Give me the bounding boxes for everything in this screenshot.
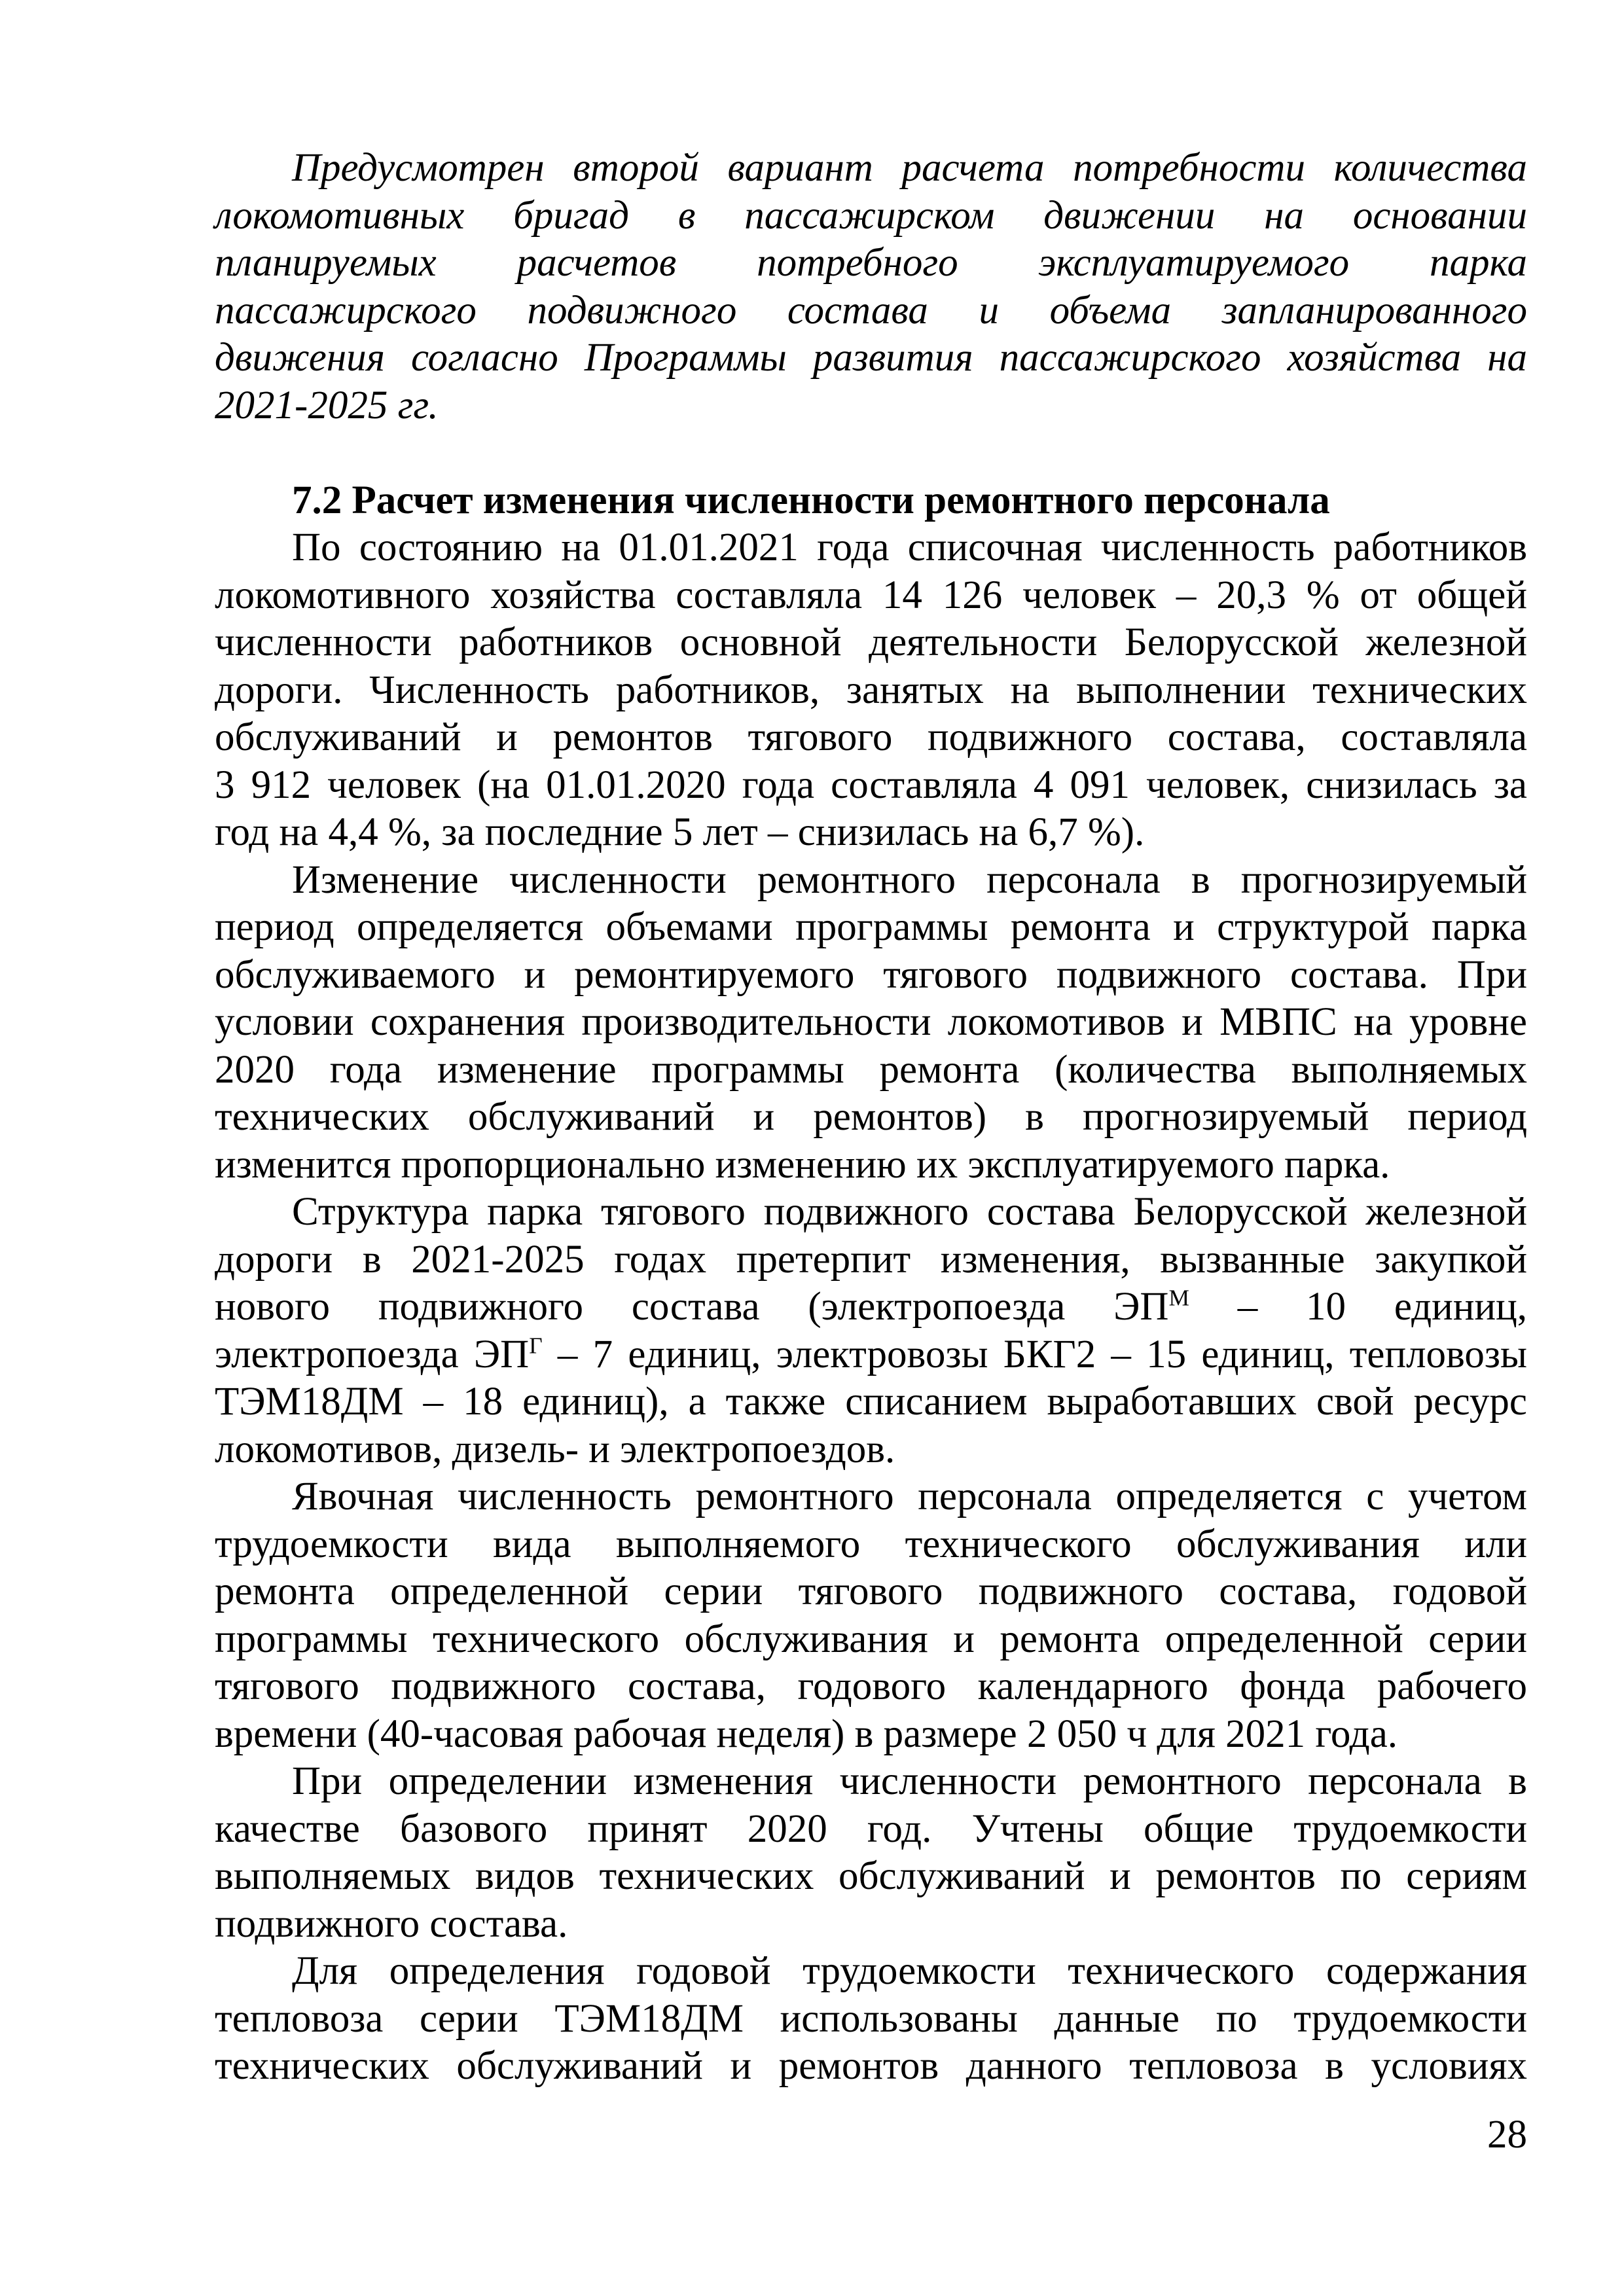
paragraph-headcount-line-1 bbox=[215, 524, 1527, 572]
text-segment: – 10 единиц, bbox=[1189, 1285, 1528, 1329]
paragraph-headcount-line-5 bbox=[215, 714, 1527, 762]
intro-paragraph-line-2 bbox=[215, 192, 1527, 240]
text-segment: изменится пропорционально изменению их эксплуатируемого парка. bbox=[215, 1142, 1390, 1187]
paragraph-change-forecast-line-6 bbox=[215, 1094, 1527, 1141]
paragraph-base-year-line-1 bbox=[215, 1758, 1527, 1806]
paragraph-base-year-line-3 bbox=[215, 1853, 1527, 1901]
text-segment: тягового подвижного состава, годового календарного фонда рабочего bbox=[215, 1664, 1527, 1708]
paragraph-fleet-structure-line-4 bbox=[215, 1331, 1527, 1379]
text-segment: трудоемкости вида выполняемого технического обслуживания или bbox=[215, 1522, 1527, 1566]
text-segment: электропоезда ЭП bbox=[215, 1332, 530, 1376]
intro-paragraph-line-6 bbox=[215, 382, 1527, 430]
paragraph-base-year-line-4 bbox=[215, 1901, 1527, 1948]
paragraph-attendance-number-line-2 bbox=[215, 1521, 1527, 1569]
paragraph-fleet-structure-line-3 bbox=[215, 1283, 1527, 1331]
paragraph-attendance-number-line-3 bbox=[215, 1568, 1527, 1616]
text-segment: движения согласно Программы развития пассажирского хозяйства на bbox=[215, 336, 1527, 380]
text-segment: условии сохранения производительности локомотивов и МВПС на уровне bbox=[215, 1000, 1527, 1044]
text-segment: Изменение численности ремонтного персонала в прогнозируемый bbox=[292, 857, 1527, 902]
paragraph-fleet-structure-line-5 bbox=[215, 1378, 1527, 1426]
paragraph-attendance-number-line-4 bbox=[215, 1616, 1527, 1664]
text-segment: 3 912 человек (на 01.01.2020 года составляла 4 091 человек, снизилась за bbox=[215, 762, 1527, 807]
text-segment: качестве базового принят 2020 год. Учтены общие трудоемкости bbox=[215, 1806, 1527, 1851]
paragraph-base-year-line-2 bbox=[215, 1806, 1527, 1854]
paragraph-change-forecast-line-2 bbox=[215, 904, 1527, 952]
paragraph-headcount-line-3 bbox=[215, 619, 1527, 667]
text-segment: выполняемых видов технических обслуживаний и ремонтов по сериям bbox=[215, 1854, 1527, 1898]
text-segment: программы технического обслуживания и ремонта определенной серии bbox=[215, 1617, 1527, 1661]
superscript-text: Г bbox=[529, 1332, 543, 1359]
text-segment: Предусмотрен второй вариант расчета потребности количества bbox=[292, 146, 1527, 190]
text-segment: Структура парка тягового подвижного состава Белорусской железной bbox=[292, 1190, 1527, 1234]
text-segment: – 7 единиц, электровозы БКГ2 – 15 единиц, тепловозы bbox=[542, 1332, 1528, 1376]
text-segment: По состоянию на 01.01.2021 года списочная численность работников bbox=[292, 526, 1527, 569]
text-segment: локомотивов, дизель- и электропоездов. bbox=[215, 1427, 895, 1471]
text-segment: подвижного состава. bbox=[215, 1901, 568, 1946]
text-segment: ТЭМ18ДМ – 18 единиц), а также списанием выработавших свой ресурс bbox=[215, 1380, 1527, 1424]
intro-paragraph-line-5 bbox=[215, 334, 1527, 382]
paragraph-tem18dm-line-1 bbox=[215, 1948, 1527, 1996]
superscript-text: М bbox=[1168, 1284, 1189, 1311]
paragraph-headcount-line-6 bbox=[215, 762, 1527, 810]
intro-paragraph-line-3 bbox=[215, 240, 1527, 287]
page-number: 28 bbox=[1487, 2113, 1527, 2157]
text-segment: локомотивных бригад в пассажирском движении на основании bbox=[215, 193, 1527, 238]
text-segment: период определяется объемами программы ремонта и структурой парка bbox=[215, 905, 1527, 949]
text-segment: ремонта определенной серии тягового подвижного состава, годовой bbox=[215, 1570, 1527, 1613]
paragraph-tem18dm-line-3 bbox=[215, 2043, 1527, 2090]
paragraph-fleet-structure-line-1 bbox=[215, 1189, 1527, 1236]
paragraph-change-forecast-line-5 bbox=[215, 1047, 1527, 1094]
text-segment: год на 4,4 %, за последние 5 лет – снизилась на 6,7 %). bbox=[215, 810, 1145, 854]
text-segment: дороги в 2021-2025 годах претерпит изменения, вызванные закупкой bbox=[215, 1237, 1527, 1282]
paragraph-change-forecast-line-7 bbox=[215, 1141, 1527, 1189]
text-segment: Явочная численность ремонтного персонала определяется с учетом bbox=[292, 1475, 1527, 1518]
text-segment: 2021-2025 гг. bbox=[215, 383, 439, 427]
text-segment: дороги. Численность работников, занятых на выполнении технических bbox=[215, 668, 1527, 712]
text-segment: тепловоза серии ТЭМ18ДМ использованы данные по трудоемкости bbox=[215, 1996, 1527, 2041]
text-segment: численности работников основной деятельности Белорусской железной bbox=[215, 620, 1527, 664]
paragraph-headcount-line-2 bbox=[215, 572, 1527, 620]
text-segment: 2020 года изменение программы ремонта (количества выполняемых bbox=[215, 1047, 1527, 1092]
paragraph-change-forecast-line-3 bbox=[215, 952, 1527, 999]
paragraph-tem18dm-line-2 bbox=[215, 1996, 1527, 2043]
paragraph-attendance-number-line-1 bbox=[215, 1473, 1527, 1521]
text-segment: пассажирского подвижного состава и объема запланированного bbox=[215, 288, 1527, 332]
text-segment: времени (40-часовая рабочая неделя) в размере 2 050 ч для 2021 года. bbox=[215, 1712, 1398, 1756]
text-segment: Для определения годовой трудоемкости технического содержания bbox=[292, 1949, 1527, 1993]
document-body bbox=[215, 145, 1527, 2090]
text-segment: технических обслуживаний и ремонтов) в прогнозируемый период bbox=[215, 1095, 1527, 1139]
text-segment: локомотивного хозяйства составляла 14 126 человек – 20,3 % от общей bbox=[215, 573, 1527, 617]
paragraph-headcount-line-7 bbox=[215, 809, 1527, 857]
text-segment: нового подвижного состава (электропоезда ЭП bbox=[215, 1285, 1169, 1329]
paragraph-attendance-number-line-5 bbox=[215, 1663, 1527, 1711]
blank-line bbox=[215, 429, 1527, 477]
paragraph-change-forecast-line-1 bbox=[215, 857, 1527, 905]
paragraph-attendance-number-line-6 bbox=[215, 1711, 1527, 1759]
text-segment: технических обслуживаний и ремонтов данного тепловоза в условиях bbox=[215, 2044, 1527, 2088]
intro-paragraph-line-1 bbox=[215, 145, 1527, 192]
text-segment: обслуживаний и ремонтов тягового подвижного состава, составляла bbox=[215, 715, 1527, 759]
paragraph-change-forecast-line-4 bbox=[215, 999, 1527, 1047]
paragraph-headcount-line-4 bbox=[215, 667, 1527, 715]
text-segment: При определении изменения численности ремонтного персонала в bbox=[292, 1759, 1527, 1803]
section-heading: 7.2 Расчет изменения численности ремонтного персонала bbox=[292, 478, 1330, 522]
text-segment: обслуживаемого и ремонтируемого тягового подвижного состава. При bbox=[215, 952, 1527, 997]
paragraph-fleet-structure-line-2 bbox=[215, 1236, 1527, 1284]
text-segment: планируемых расчетов потребного эксплуатируемого парка bbox=[215, 241, 1527, 285]
paragraph-fleet-structure-line-6 bbox=[215, 1426, 1527, 1474]
intro-paragraph-line-4 bbox=[215, 287, 1527, 335]
